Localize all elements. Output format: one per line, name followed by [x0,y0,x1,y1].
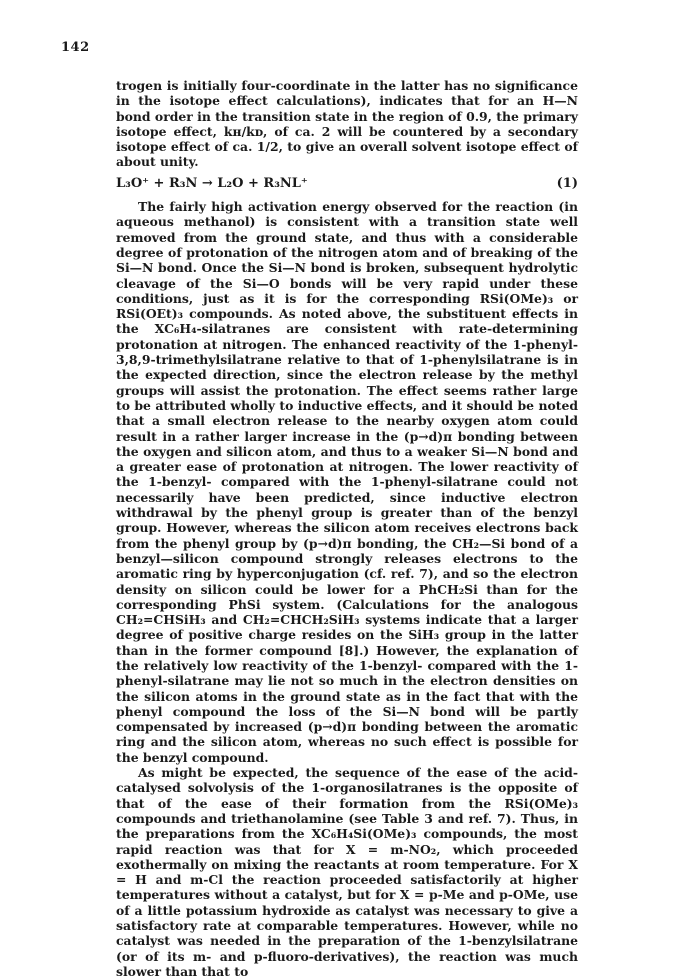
body-text [116,78,578,979]
paragraph-activation-energy: The fairly high activation energy observed for the reaction (in aqueous methanol) is consistent with a transition state well removed from the ground state, and thus with a considerable degree of protonation of the nitrogen atom and of breaking of the Si—N bond. Once the Si—N bond is broken, subsequent hydrolytic cleavage of the Si—O bonds will be very rapid under these conditions, just as it is for the corresponding RSi(OMe)₃ or RSi(OEt)₃ compounds. As noted above, the substituent effects in the XC₆H₄-silatranes are consistent with rate-determining protonation at nitrogen. The enhanced reactivity of the 1-phenyl-3,8,9-trimethylsilatrane relative to that of 1-phenylsilatrane is in the expected direction, since the electron release by the methyl groups will assist the protonation. The effect seems rather large to be attributed wholly to inductive effects, and it should be noted that a small electron release to the nearby oxygen atom could result in a rather larger increase in the (p→d)π bonding between the oxygen and silicon atom, and thus to a weaker Si—N bond and a greater ease of protonation at nitrogen. The lower reactivity of the 1-benzyl- compared with the 1-phenyl-silatrane could not necessarily have been predicted, since inductive electron withdrawal by the phenyl group is greater than of the benzyl group. However, whereas the silicon atom receives electrons back from the phenyl group by (p→d)π bonding, the CH₂—Si bond of a benzyl—silicon compound strongly releases electrons to the aromatic ring by hyperconjugation (cf. ref. 7), and so the electron density on silicon could be lower for a PhCH₂Si than for the corresponding PhSi system. (Calculations for the analogous CH₂=CHSiH₃ and CH₂=CHCH₂SiH₃ systems indicate that a larger degree of positive charge resides on the SiH₃ group in the latter than in the former compound [8].) However, the explanation of the relatively low reactivity of the 1-benzyl- compared with the 1-phenyl-silatrane may lie not so much in the electron densities on the silicon atoms in the ground state as in the fact that with the phenyl compound the loss of the Si—N bond will be partly compensated by increased (p→d)π bonding between the aromatic ring and the silicon atom, whereas no such effect is possible for the benzyl compound. [116,199,578,765]
paragraph-solvolysis-sequence: As might be expected, the sequence of the ease of the acid-catalysed solvolysis of the 1-organosilatranes is the opposite of that of the ease of their formation from the RSi(OMe)₃ compounds and triethanolamine (see Table 3 and ref. 7). Thus, in the preparations from the XC₆H₄Si(OMe)₃ compounds, the most rapid reaction was that for X = m-NO₂, which proceeded exothermally on mixing the reactants at room temperature. For X = H and m-Cl the reaction proceeded satisfactorily at higher temperatures without a catalyst, but for X = p-Me and p-OMe, use of a little potassium hydroxide as catalyst was necessary to give a satisfactory rate at comparable temperatures. However, while no catalyst was needed in the preparation of the 1-benzylsilatrane (or of its m- and p-fluoro-derivatives), the reaction was much slower than that to [116,765,578,979]
paragraph-isotope-effect: trogen is initially four-coordinate in the latter has no significance in the isotope effect calculations), indicates that for an H—N bond order in the transition state in the region of 0.9, the primary isotope effect, kʜ/kᴅ, of ca. 2 will be countered by a secondary isotope effect of ca. 1/2, to give an overall solvent isotope effect of about unity. [116,78,578,170]
equation-text: L₃O⁺ + R₃N → L₂O + R₃NL⁺ [116,175,308,191]
equation-number: (1) [556,175,578,191]
page-number: 142 [61,40,90,55]
equation-1 [116,176,578,191]
